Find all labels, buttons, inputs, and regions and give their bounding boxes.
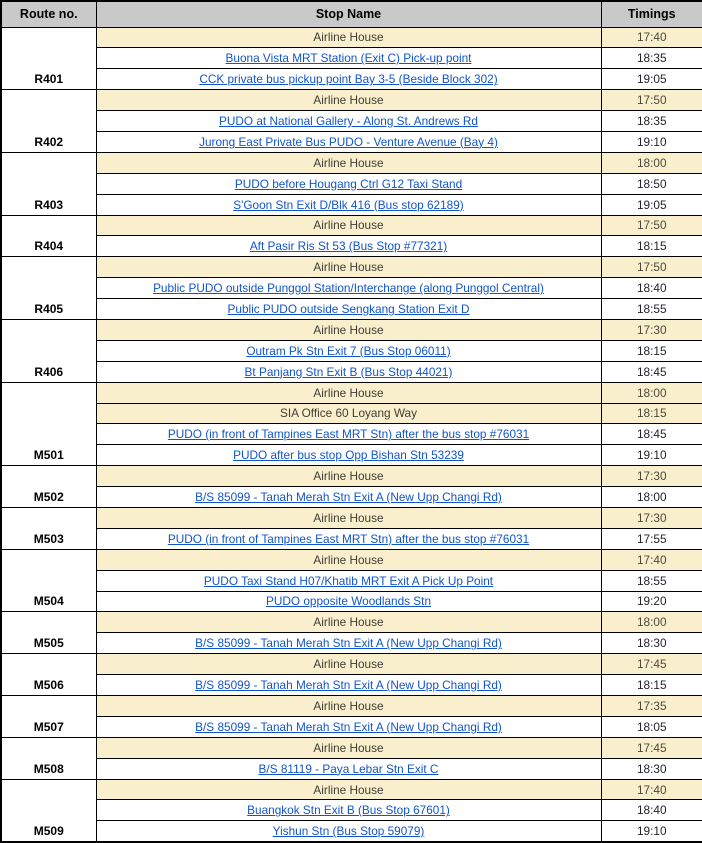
stop-cell <box>96 445 601 466</box>
stop-name: Airline House <box>96 90 601 111</box>
stop-name: Airline House <box>96 654 601 675</box>
stop-row <box>1 111 702 132</box>
timing-value: 18:55 <box>601 570 702 591</box>
stop-row <box>1 487 702 508</box>
timing-value: 19:05 <box>601 194 702 215</box>
timing-value: 17:45 <box>601 737 702 758</box>
stop-row <box>1 570 702 591</box>
route-cell-r406: R406 <box>1 319 96 382</box>
stop-link[interactable]: S'Goon Stn Exit D/Blk 416 (Bus stop 62189) <box>233 197 464 212</box>
stop-row <box>1 445 702 466</box>
route-cell-m501: M501 <box>1 382 96 466</box>
route-cell-r401: R401 <box>1 27 96 90</box>
timing-value: 17:40 <box>601 779 702 800</box>
stop-name: Airline House <box>96 466 601 487</box>
timing-value: 17:30 <box>601 507 702 528</box>
stop-row <box>1 633 702 654</box>
stop-cell <box>96 236 601 257</box>
timing-value: 17:30 <box>601 319 702 340</box>
stop-row <box>1 236 702 257</box>
timing-value: 19:10 <box>601 131 702 152</box>
stop-name: SIA Office 60 Loyang Way <box>96 403 601 424</box>
timing-value: 18:05 <box>601 716 702 737</box>
stop-row <box>1 361 702 382</box>
stop-link[interactable]: Outram Pk Stn Exit 7 (Bus Stop 06011) <box>246 343 451 358</box>
stop-row <box>1 382 702 403</box>
stop-link[interactable]: B/S 85099 - Tanah Merah Stn Exit A (New Upp Changi Rd) <box>195 678 502 693</box>
stop-row <box>1 194 702 215</box>
stop-cell <box>96 361 601 382</box>
timing-value: 17:40 <box>601 549 702 570</box>
timing-value: 18:45 <box>601 424 702 445</box>
stop-row <box>1 340 702 361</box>
stop-row <box>1 758 702 779</box>
stop-row <box>1 299 702 320</box>
timing-value: 17:45 <box>601 654 702 675</box>
timing-value: 17:30 <box>601 466 702 487</box>
stop-row <box>1 90 702 111</box>
header-timings: Timings <box>601 1 702 27</box>
header-stop-name: Stop Name <box>96 1 601 27</box>
stop-row <box>1 152 702 173</box>
stop-row <box>1 779 702 800</box>
stop-cell <box>96 131 601 152</box>
timing-value: 18:15 <box>601 340 702 361</box>
route-cell-m507: M507 <box>1 696 96 738</box>
stop-cell <box>96 173 601 194</box>
stop-name: Airline House <box>96 507 601 528</box>
stop-cell <box>96 299 601 320</box>
timing-value: 18:00 <box>601 152 702 173</box>
stop-row <box>1 466 702 487</box>
stop-cell <box>96 194 601 215</box>
stop-cell <box>96 675 601 696</box>
stop-link[interactable]: Jurong East Private Bus PUDO - Venture Avenue (Bay 4) <box>199 134 498 149</box>
route-cell-r405: R405 <box>1 257 96 320</box>
stop-cell <box>96 340 601 361</box>
timing-value: 17:55 <box>601 528 702 549</box>
stop-cell <box>96 570 601 591</box>
timing-value: 18:15 <box>601 675 702 696</box>
stop-row <box>1 27 702 48</box>
stop-cell <box>96 716 601 737</box>
stop-link[interactable]: PUDO (in front of Tampines East MRT Stn) after the bus stop #76031 <box>167 531 530 546</box>
stop-link[interactable]: B/S 85099 - Tanah Merah Stn Exit A (New Upp Changi Rd) <box>195 719 502 734</box>
stop-name: Airline House <box>96 382 601 403</box>
stop-row <box>1 737 702 758</box>
route-cell-m506: M506 <box>1 654 96 696</box>
timing-value: 18:30 <box>601 633 702 654</box>
stop-cell <box>96 111 601 132</box>
route-cell-m502: M502 <box>1 466 96 508</box>
stop-link[interactable]: B/S 85099 - Tanah Merah Stn Exit A (New Upp Changi Rd) <box>195 490 502 505</box>
stop-row <box>1 675 702 696</box>
route-cell-r404: R404 <box>1 215 96 257</box>
stop-cell <box>96 821 601 842</box>
stop-cell <box>96 48 601 69</box>
stop-name: Airline House <box>96 696 601 717</box>
timing-value: 17:50 <box>601 215 702 236</box>
stop-row <box>1 800 702 821</box>
timing-value: 18:45 <box>601 361 702 382</box>
timing-value: 19:10 <box>601 821 702 842</box>
timing-value: 18:50 <box>601 173 702 194</box>
stop-row <box>1 654 702 675</box>
stop-cell <box>96 278 601 299</box>
stop-link[interactable]: PUDO at National Gallery - Along St. Andrews Rd <box>219 114 478 128</box>
timing-value: 17:35 <box>601 696 702 717</box>
stop-row <box>1 591 702 612</box>
stop-cell <box>96 800 601 821</box>
stop-row <box>1 173 702 194</box>
route-cell-m504: M504 <box>1 549 96 612</box>
timing-value: 17:50 <box>601 90 702 111</box>
stop-name: Airline House <box>96 27 601 48</box>
route-cell-m503: M503 <box>1 507 96 549</box>
route-cell-m508: M508 <box>1 737 96 779</box>
stop-link[interactable]: Bt Panjang Stn Exit B (Bus Stop 44021) <box>244 364 453 379</box>
timing-value: 18:00 <box>601 487 702 508</box>
table-body <box>1 27 702 842</box>
stop-link[interactable]: Buangkok Stn Exit B (Bus Stop 67601) <box>247 803 450 818</box>
stop-row <box>1 257 702 278</box>
stop-name: Airline House <box>96 612 601 633</box>
stop-row <box>1 696 702 717</box>
stop-link[interactable]: PUDO opposite Woodlands Stn <box>265 594 432 609</box>
stop-row <box>1 528 702 549</box>
stop-link[interactable]: B/S 81119 - Paya Lebar Stn Exit C <box>258 761 439 776</box>
stop-row <box>1 716 702 737</box>
stop-name: Airline House <box>96 319 601 340</box>
stop-row <box>1 403 702 424</box>
stop-row <box>1 549 702 570</box>
stop-row <box>1 131 702 152</box>
stop-row <box>1 319 702 340</box>
stop-row <box>1 69 702 90</box>
timing-value: 17:50 <box>601 257 702 278</box>
timing-value: 19:10 <box>601 445 702 466</box>
stop-row <box>1 424 702 445</box>
timing-value: 19:20 <box>601 591 702 612</box>
stop-link[interactable]: Buona Vista MRT Station (Exit C) Pick-up point <box>225 51 472 66</box>
route-cell-r402: R402 <box>1 90 96 153</box>
timing-value: 17:40 <box>601 27 702 48</box>
stop-cell <box>96 69 601 90</box>
stop-link[interactable]: CCK private bus pickup point Bay 3-5 (Beside Block 302) <box>199 72 498 87</box>
header-route-no: Route no. <box>1 1 96 27</box>
stop-cell <box>96 424 601 445</box>
stop-name: Airline House <box>96 779 601 800</box>
stop-row <box>1 507 702 528</box>
stop-link[interactable]: PUDO Taxi Stand H07/Khatib MRT Exit A Pick Up Point <box>203 573 494 588</box>
stop-link[interactable]: Public PUDO outside Punggol Station/Interchange (along Punggol Central) <box>153 281 544 296</box>
stop-cell <box>96 758 601 779</box>
stop-row <box>1 278 702 299</box>
timing-value: 18:15 <box>601 403 702 424</box>
stop-link[interactable]: PUDO after bus stop Opp Bishan Stn 53239 <box>233 448 464 463</box>
timing-value: 18:00 <box>601 612 702 633</box>
timing-value: 18:40 <box>601 800 702 821</box>
timing-value: 19:05 <box>601 69 702 90</box>
stop-link[interactable]: PUDO (in front of Tampines East MRT Stn) after the bus stop #76031 <box>167 427 530 442</box>
stop-name: Airline House <box>96 257 601 278</box>
stop-row <box>1 48 702 69</box>
timing-value: 18:15 <box>601 236 702 257</box>
stop-link[interactable]: Public PUDO outside Sengkang Station Exit D <box>227 302 470 317</box>
stop-link[interactable]: PUDO before Hougang Ctrl G12 Taxi Stand <box>234 176 463 191</box>
stop-cell <box>96 487 601 508</box>
stop-name: Airline House <box>96 737 601 758</box>
table-header-row <box>1 1 702 27</box>
stop-cell <box>96 591 601 612</box>
stop-name: Airline House <box>96 215 601 236</box>
stop-row <box>1 215 702 236</box>
stop-row <box>1 821 702 842</box>
timing-value: 18:35 <box>601 48 702 69</box>
route-cell-r403: R403 <box>1 152 96 215</box>
timing-value: 18:40 <box>601 278 702 299</box>
route-cell-m509: M509 <box>1 779 96 842</box>
stop-cell <box>96 633 601 654</box>
stop-link[interactable]: B/S 85099 - Tanah Merah Stn Exit A (New Upp Changi Rd) <box>195 636 502 651</box>
stop-link[interactable]: Aft Pasir Ris St 53 (Bus Stop #77321) <box>249 239 448 254</box>
timing-value: 18:30 <box>601 758 702 779</box>
timing-value: 18:55 <box>601 299 702 320</box>
timing-value: 18:35 <box>601 111 702 132</box>
stop-name: Airline House <box>96 152 601 173</box>
stop-name: Airline House <box>96 549 601 570</box>
stop-link[interactable]: Yishun Stn (Bus Stop 59079) <box>272 824 425 839</box>
timing-value: 18:00 <box>601 382 702 403</box>
stop-cell <box>96 528 601 549</box>
route-cell-m505: M505 <box>1 612 96 654</box>
stop-row <box>1 612 702 633</box>
